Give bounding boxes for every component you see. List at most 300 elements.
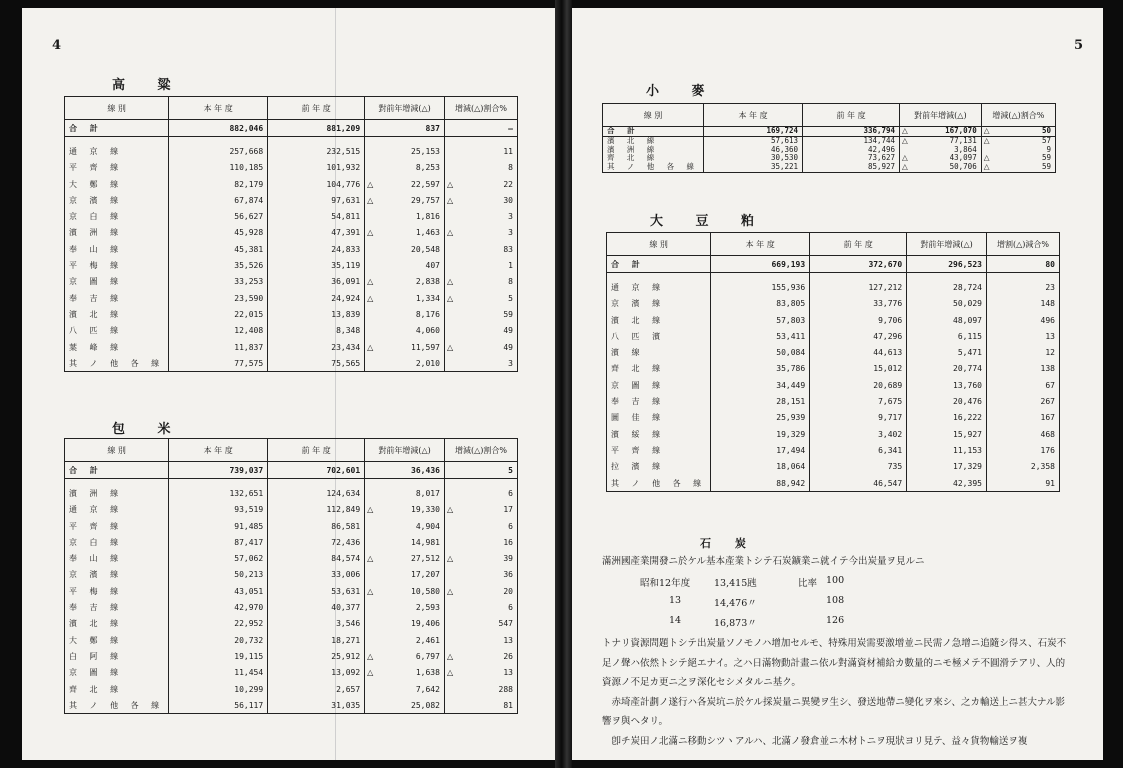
line-name: 濱 北 線	[603, 136, 704, 145]
previous-year-value: 336,794	[803, 127, 900, 137]
header-previous-year: 前 年 度	[268, 439, 365, 462]
decrease-mark	[365, 681, 384, 697]
previous-year-value: 40,377	[268, 599, 365, 615]
previous-year-value: 104,776	[268, 176, 365, 192]
current-year-value: 43,051	[169, 583, 268, 599]
total-row	[607, 256, 1060, 273]
total-row	[65, 462, 518, 479]
current-year-value: 155,936	[711, 279, 810, 295]
line-name: 濱 北 線	[65, 616, 169, 632]
table-row	[65, 502, 518, 518]
rate-decrease-mark	[444, 160, 463, 176]
decrease-mark	[907, 328, 926, 344]
coal-amount: 16,873〃	[714, 618, 757, 629]
rate-value: 17	[463, 502, 518, 518]
table-row	[607, 361, 1060, 377]
rate-value: 50	[1000, 127, 1056, 137]
previous-year-value: 13,839	[268, 306, 365, 322]
line-name: 其 ノ 他 各 線	[65, 697, 169, 714]
previous-year-value: 9,717	[810, 410, 907, 426]
previous-year-value: 232,515	[268, 143, 365, 159]
table-header-row	[65, 439, 518, 462]
decrease-mark	[907, 393, 926, 409]
right-page	[572, 8, 1103, 760]
difference-value: 6,797	[383, 648, 444, 664]
line-name: 平 梅 線	[65, 257, 169, 273]
rate-value: 13	[1005, 328, 1060, 344]
previous-year-value: 372,670	[810, 256, 907, 273]
current-year-value: 67,874	[169, 192, 268, 208]
rate-value: 59	[1000, 163, 1056, 172]
rate-value: 57	[1000, 136, 1056, 145]
coal-ratio: 126	[826, 615, 845, 626]
rate-value: 547	[463, 616, 518, 632]
header-difference: 對前年增減(△)	[365, 97, 445, 120]
current-year-value: 11,454	[169, 665, 268, 681]
line-name: 京 濱 線	[65, 567, 169, 583]
previous-year-value: 42,496	[803, 146, 900, 155]
table-corn	[64, 438, 518, 714]
table-row	[65, 143, 518, 159]
current-year-value: 57,062	[169, 550, 268, 566]
table-row	[65, 339, 518, 355]
current-year-value: 34,449	[711, 377, 810, 393]
difference-value: 17,329	[925, 459, 986, 475]
previous-year-value: 101,932	[268, 160, 365, 176]
decrease-mark	[365, 697, 384, 714]
rate-decrease-mark	[444, 143, 463, 159]
difference-value: 25,082	[383, 697, 444, 714]
coal-intro	[602, 552, 1072, 572]
difference-value: 4,904	[383, 518, 444, 534]
difference-value: 36,436	[383, 462, 444, 479]
current-year-value: 83,805	[711, 296, 810, 312]
page-number-right: 5	[1073, 38, 1083, 53]
difference-value: 16,222	[925, 410, 986, 426]
rate-decrease-mark	[444, 697, 463, 714]
difference-value: 4,060	[383, 323, 444, 339]
decrease-mark	[907, 410, 926, 426]
line-name: 奉 吉 線	[607, 393, 711, 409]
rate-decrease-mark	[986, 312, 1005, 328]
previous-year-value: 25,912	[268, 648, 365, 664]
decrease-mark	[365, 160, 384, 176]
rate-value: 6	[463, 485, 518, 501]
current-year-value: 91,485	[169, 518, 268, 534]
decrease-mark: △	[900, 136, 919, 145]
line-name: 合 計	[603, 127, 704, 137]
current-year-value: 110,185	[169, 160, 268, 176]
difference-value: 11,153	[925, 442, 986, 458]
rate-decrease-mark: △	[444, 648, 463, 664]
rate-decrease-mark	[444, 632, 463, 648]
difference-value: 48,097	[925, 312, 986, 328]
header-difference: 對前年增減(△)	[365, 439, 445, 462]
rate-value: 49	[463, 323, 518, 339]
current-year-value: 77,575	[169, 355, 268, 372]
rate-decrease-mark	[444, 518, 463, 534]
current-year-value: 82,179	[169, 176, 268, 192]
difference-value: 50,706	[918, 163, 981, 172]
rate-value: 91	[1005, 475, 1060, 492]
difference-value: 14,981	[383, 534, 444, 550]
table-row	[65, 697, 518, 714]
difference-value: 17,207	[383, 567, 444, 583]
previous-year-value: 47,391	[268, 225, 365, 241]
line-name: 其 ノ 他 各 線	[607, 475, 711, 492]
decrease-mark: △	[365, 583, 384, 599]
decrease-mark	[365, 306, 384, 322]
rate-value: 5	[463, 462, 518, 479]
header-previous-year: 前 年 度	[810, 233, 907, 256]
rate-value: 176	[1005, 442, 1060, 458]
difference-value: 19,406	[383, 616, 444, 632]
rate-value: 3	[463, 225, 518, 241]
table-row	[607, 344, 1060, 360]
difference-value: 11,597	[383, 339, 444, 355]
decrease-mark	[907, 426, 926, 442]
line-name: 奉 山 線	[65, 550, 169, 566]
table-kaoliang	[64, 96, 518, 372]
rate-value: 30	[463, 192, 518, 208]
decrease-mark	[907, 459, 926, 475]
rate-decrease-mark: △	[444, 339, 463, 355]
previous-year-value: 15,012	[810, 361, 907, 377]
line-name: 其 ノ 他 各 線	[65, 355, 169, 372]
decrease-mark	[907, 475, 926, 492]
rate-decrease-mark: △	[444, 550, 463, 566]
table-row	[607, 312, 1060, 328]
current-year-value: 19,329	[711, 426, 810, 442]
rate-decrease-mark	[444, 616, 463, 632]
header-previous-year: 前 年 度	[268, 97, 365, 120]
line-name: 齊 北 線	[603, 154, 704, 163]
coal-year: 昭和12年度	[640, 578, 691, 589]
rate-value: 13	[463, 632, 518, 648]
header-rate: 增減(△)割合%	[981, 104, 1055, 127]
rate-decrease-mark	[986, 361, 1005, 377]
line-name: 京 濱 線	[607, 296, 711, 312]
line-name: 白 阿 線	[65, 648, 169, 664]
previous-year-value: 18,271	[268, 632, 365, 648]
table-row	[607, 377, 1060, 393]
line-name: 齊 北 線	[65, 681, 169, 697]
rate-decrease-mark	[986, 256, 1005, 273]
table-row	[65, 355, 518, 372]
current-year-value: 53,411	[711, 328, 810, 344]
line-name: 葉 峰 線	[65, 339, 169, 355]
current-year-value: 22,015	[169, 306, 268, 322]
rate-decrease-mark	[444, 208, 463, 224]
current-year-value: 56,627	[169, 208, 268, 224]
table-row	[65, 290, 518, 306]
current-year-value: 87,417	[169, 534, 268, 550]
current-year-value: 42,970	[169, 599, 268, 615]
rate-value: 16	[463, 534, 518, 550]
coal-paragraph: 赤埼產計劃ノ遂行ハ各炭坑ニ於ケル採炭量ニ異變ヲ生シ、發送地帶ニ變化ヲ來シ、之カ輸送上ニ甚大ナル影響ヲ與ヘタリ。	[602, 696, 1066, 727]
rate-decrease-mark: △	[444, 290, 463, 306]
previous-year-value: 13,092	[268, 665, 365, 681]
header-previous-year: 前 年 度	[803, 104, 900, 127]
previous-year-value: 31,035	[268, 697, 365, 714]
table-row	[65, 192, 518, 208]
coal-paragraph: トナリ資源問題トシテ出炭量ソノモノハ增加セルモ、特殊用炭需要激增並ニ民需ノ急增ニ追隨シ得ス、石炭不足ノ聲ハ依然トシテ絕エナイ。之ハ日滿物動計畫ニ依ル對滿資材補給カ數量的ニモ極メテ不圓滑テアリ、人的資源ノ不足カ更ニ之ヲ深化セシメタルニ基ク。	[602, 638, 1067, 688]
total-row	[65, 120, 518, 137]
rate-decrease-mark	[444, 120, 463, 137]
current-year-value: 28,151	[711, 393, 810, 409]
current-year-value: 25,939	[711, 410, 810, 426]
total-row	[603, 127, 1056, 137]
rate-value: 22	[463, 176, 518, 192]
line-name: 圖 佳 線	[607, 410, 711, 426]
previous-year-value: 54,811	[268, 208, 365, 224]
current-year-value: 57,803	[711, 312, 810, 328]
previous-year-value: 3,402	[810, 426, 907, 442]
difference-value: 1,334	[383, 290, 444, 306]
rate-value: 13	[463, 665, 518, 681]
table-row	[65, 208, 518, 224]
difference-value: 42,395	[925, 475, 986, 492]
table-header-row	[607, 233, 1060, 256]
rate-decrease-mark	[444, 681, 463, 697]
difference-value: 20,548	[383, 241, 444, 257]
decrease-mark: △	[365, 550, 384, 566]
line-name: 合 計	[607, 256, 711, 273]
rate-decrease-mark: △	[981, 136, 1000, 145]
previous-year-value: 72,436	[268, 534, 365, 550]
line-name: 通 京 線	[65, 143, 169, 159]
line-name: 京 圖 線	[65, 274, 169, 290]
table-row	[607, 426, 1060, 442]
current-year-value: 50,084	[711, 344, 810, 360]
table-wheat	[602, 103, 1056, 173]
previous-year-value: 7,675	[810, 393, 907, 409]
previous-year-value: 86,581	[268, 518, 365, 534]
coal-ratio-label: 比率	[798, 578, 818, 589]
rate-value: 288	[463, 681, 518, 697]
table-row	[65, 241, 518, 257]
current-year-value: 882,046	[169, 120, 268, 137]
current-year-value: 45,928	[169, 225, 268, 241]
line-name: 平 齊 線	[65, 518, 169, 534]
current-year-value: 35,526	[169, 257, 268, 273]
current-year-value: 739,037	[169, 462, 268, 479]
line-name: 奉 吉 線	[65, 290, 169, 306]
line-name: 濱 洲 線	[603, 146, 704, 155]
difference-value: 77,131	[918, 136, 981, 145]
rate-value: 8	[463, 160, 518, 176]
rate-decrease-mark: △	[981, 127, 1000, 137]
table-row	[65, 485, 518, 501]
decrease-mark: △	[365, 225, 384, 241]
coal-amount: 14,476〃	[714, 598, 757, 609]
previous-year-value: 3,546	[268, 616, 365, 632]
rate-value: 9	[1000, 146, 1056, 155]
coal-intro-text: 滿洲國產業開發ニ於ケル基本產業トシテ石炭鑛業ニ就イテ今出炭量ヲ見ルニ	[602, 556, 925, 567]
difference-value: 19,330	[383, 502, 444, 518]
rate-decrease-mark: △	[444, 665, 463, 681]
decrease-mark	[365, 323, 384, 339]
line-name: 京 白 線	[65, 534, 169, 550]
previous-year-value: 35,119	[268, 257, 365, 273]
current-year-value: 23,590	[169, 290, 268, 306]
rate-value: 59	[463, 306, 518, 322]
difference-value: 1,463	[383, 225, 444, 241]
difference-value: 8,176	[383, 306, 444, 322]
line-name: 京 圖 線	[607, 377, 711, 393]
header-current-year: 本 年 度	[169, 97, 268, 120]
current-year-value: 132,651	[169, 485, 268, 501]
difference-value: 43,097	[918, 154, 981, 163]
previous-year-value: 134,744	[803, 136, 900, 145]
decrease-mark	[365, 241, 384, 257]
table-row	[65, 632, 518, 648]
line-name: 濱 洲 線	[65, 225, 169, 241]
current-year-value: 257,668	[169, 143, 268, 159]
line-name: 大 鄭 線	[65, 632, 169, 648]
previous-year-value: 24,833	[268, 241, 365, 257]
coal-paragraphs	[602, 634, 1072, 751]
decrease-mark	[907, 296, 926, 312]
line-name: 八 匹 線	[65, 323, 169, 339]
current-year-value: 18,064	[711, 459, 810, 475]
decrease-mark	[365, 616, 384, 632]
current-year-value: 88,942	[711, 475, 810, 492]
rate-decrease-mark: △	[444, 274, 463, 290]
difference-value: 1,816	[383, 208, 444, 224]
rate-value: 148	[1005, 296, 1060, 312]
previous-year-value: 84,574	[268, 550, 365, 566]
rate-value: 267	[1005, 393, 1060, 409]
decrease-mark: △	[365, 290, 384, 306]
previous-year-value: 881,209	[268, 120, 365, 137]
current-year-value: 50,213	[169, 567, 268, 583]
header-line: 線 別	[607, 233, 711, 256]
difference-value: 13,760	[925, 377, 986, 393]
table-row	[65, 599, 518, 615]
previous-year-value: 73,627	[803, 154, 900, 163]
table-row	[607, 296, 1060, 312]
difference-value: 296,523	[925, 256, 986, 273]
line-name: 平 齊 線	[607, 442, 711, 458]
table-header-row	[603, 104, 1056, 127]
current-year-value: 669,193	[711, 256, 810, 273]
previous-year-value: 53,631	[268, 583, 365, 599]
table-row	[607, 442, 1060, 458]
line-name: 大 鄭 線	[65, 176, 169, 192]
line-name: 齊 北 線	[607, 361, 711, 377]
line-name: 濱 北 線	[607, 312, 711, 328]
difference-value: 2,461	[383, 632, 444, 648]
section-title-coal: 石 炭	[700, 537, 756, 550]
previous-year-value: 85,927	[803, 163, 900, 172]
table-row	[607, 410, 1060, 426]
previous-year-value: 2,657	[268, 681, 365, 697]
table-row	[65, 583, 518, 599]
header-current-year: 本 年 度	[704, 104, 803, 127]
previous-year-value: 735	[810, 459, 907, 475]
line-name: 平 梅 線	[65, 583, 169, 599]
decrease-mark: △	[365, 176, 384, 192]
table-row	[65, 323, 518, 339]
table-row	[607, 279, 1060, 295]
decrease-mark	[907, 442, 926, 458]
section-title-kaoliang: 高 粱	[112, 78, 185, 93]
previous-year-value: 8,348	[268, 323, 365, 339]
rate-decrease-mark	[986, 459, 1005, 475]
line-name: 合 計	[65, 120, 169, 137]
rate-value: 8	[463, 274, 518, 290]
rate-decrease-mark	[986, 296, 1005, 312]
rate-decrease-mark: △	[444, 192, 463, 208]
current-year-value: 19,115	[169, 648, 268, 664]
rate-decrease-mark	[444, 567, 463, 583]
decrease-mark: △	[365, 665, 384, 681]
rate-value: 468	[1005, 426, 1060, 442]
rate-value: 49	[463, 339, 518, 355]
header-current-year: 本 年 度	[169, 439, 268, 462]
table-row	[607, 393, 1060, 409]
line-name: 合 計	[65, 462, 169, 479]
rate-value: 81	[463, 697, 518, 714]
difference-value: 50,029	[925, 296, 986, 312]
rate-decrease-mark	[444, 485, 463, 501]
current-year-value: 46,360	[704, 146, 803, 155]
line-name: 平 齊 線	[65, 160, 169, 176]
table-row	[65, 176, 518, 192]
decrease-mark	[365, 257, 384, 273]
rate-decrease-mark	[444, 599, 463, 615]
line-name: 拉 濱 線	[607, 459, 711, 475]
decrease-mark	[907, 312, 926, 328]
difference-value: 837	[383, 120, 444, 137]
difference-value: 29,757	[383, 192, 444, 208]
rate-value: 59	[1000, 154, 1056, 163]
line-name: 奉 山 線	[65, 241, 169, 257]
decrease-mark	[907, 256, 926, 273]
line-name: 濱 北 線	[65, 306, 169, 322]
current-year-value: 22,952	[169, 616, 268, 632]
previous-year-value: 33,776	[810, 296, 907, 312]
decrease-mark	[365, 462, 384, 479]
decrease-mark: △	[365, 502, 384, 518]
current-year-value: 12,408	[169, 323, 268, 339]
rate-decrease-mark	[444, 462, 463, 479]
current-year-value: 93,519	[169, 502, 268, 518]
current-year-value: 169,724	[704, 127, 803, 137]
rate-decrease-mark	[986, 442, 1005, 458]
rate-decrease-mark	[444, 241, 463, 257]
difference-value: 27,512	[383, 550, 444, 566]
header-rate: 增減(△)割合%	[444, 439, 517, 462]
line-name: 濱 線	[607, 344, 711, 360]
decrease-mark	[365, 599, 384, 615]
section-title-wheat: 小 麥	[646, 84, 719, 99]
line-name: 通 京 線	[65, 502, 169, 518]
decrease-mark	[907, 361, 926, 377]
decrease-mark: △	[900, 154, 919, 163]
header-line: 線 別	[65, 97, 169, 120]
difference-value: 25,153	[383, 143, 444, 159]
previous-year-value: 44,613	[810, 344, 907, 360]
line-name: 濱 洲 線	[65, 485, 169, 501]
rate-decrease-mark	[986, 344, 1005, 360]
current-year-value: 45,381	[169, 241, 268, 257]
difference-value: 3,864	[918, 146, 981, 155]
rate-value: 20	[463, 583, 518, 599]
coal-ratio: 100	[826, 575, 845, 586]
current-year-value: 20,732	[169, 632, 268, 648]
